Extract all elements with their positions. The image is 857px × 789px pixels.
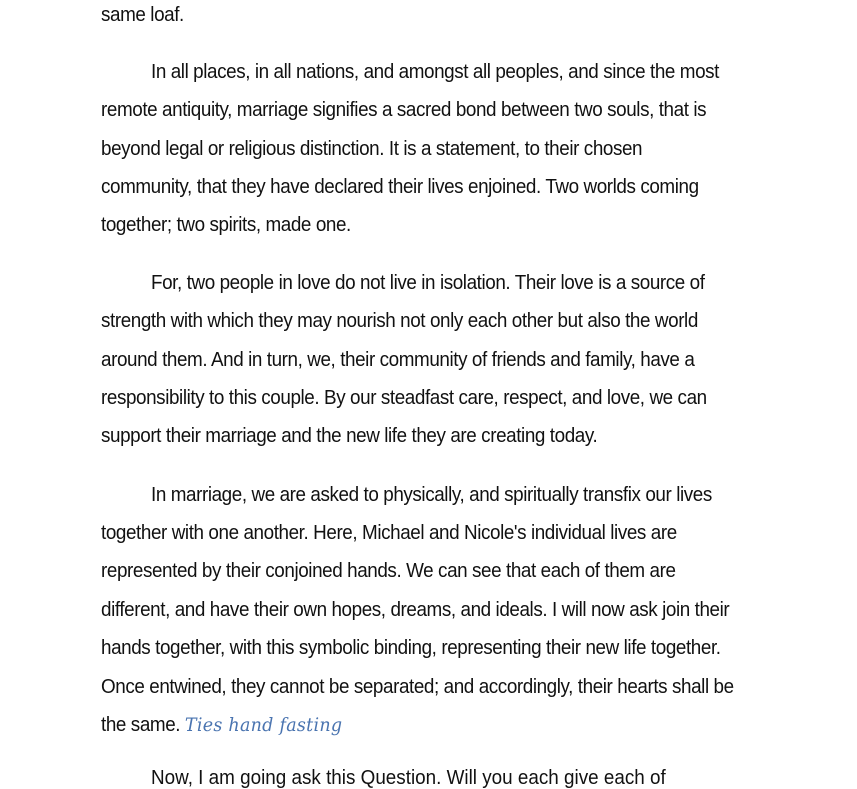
text-line: different, and have their own hopes, dreams, and ideals. I will now ask join their bbox=[101, 598, 730, 621]
text-line: hands together, with this symbolic binding, representing their new life together. bbox=[101, 636, 721, 659]
text-line: responsibility to this couple. By our steadfast care, respect, and love, we can bbox=[101, 386, 707, 409]
text-line: together; two spirits, made one. bbox=[101, 213, 351, 236]
text-line: together with one another. Here, Michael and Nicole's individual lives are bbox=[101, 521, 677, 544]
text-line: represented by their conjoined hands. We can see that each of them are bbox=[101, 559, 676, 582]
text-line-last bbox=[101, 715, 342, 736]
text-line: support their marriage and the new life they are creating today. bbox=[101, 424, 598, 447]
paragraph-first-line: In marriage, we are asked to physically, and spiritually transfix our lives bbox=[151, 483, 712, 506]
text-line: beyond legal or religious distinction. It is a statement, to their chosen bbox=[101, 137, 643, 160]
paragraph-first-line: For, two people in love do not live in isolation. Their love is a source of bbox=[151, 271, 705, 294]
paragraph-first-line: In all places, in all nations, and amongst all peoples, and since the most bbox=[151, 60, 720, 83]
text-line: same loaf. bbox=[101, 3, 184, 26]
cut-off-line: Now, I am going ask this Question. Will you each give each of bbox=[151, 766, 666, 789]
text-line: community, that they have declared their lives enjoined. Two worlds coming bbox=[101, 175, 699, 198]
text-line: around them. And in turn, we, their community of friends and family, have a bbox=[101, 348, 695, 371]
stage-direction: Ties hand fasting bbox=[184, 714, 343, 736]
text-line: remote antiquity, marriage signifies a sacred bond between two souls, that is bbox=[101, 98, 707, 121]
text-fragment: the same. bbox=[101, 713, 181, 736]
text-line: Once entwined, they cannot be separated; and accordingly, their hearts shall be bbox=[101, 675, 734, 698]
text-line: strength with which they may nourish not only each other but also the world bbox=[101, 309, 698, 332]
